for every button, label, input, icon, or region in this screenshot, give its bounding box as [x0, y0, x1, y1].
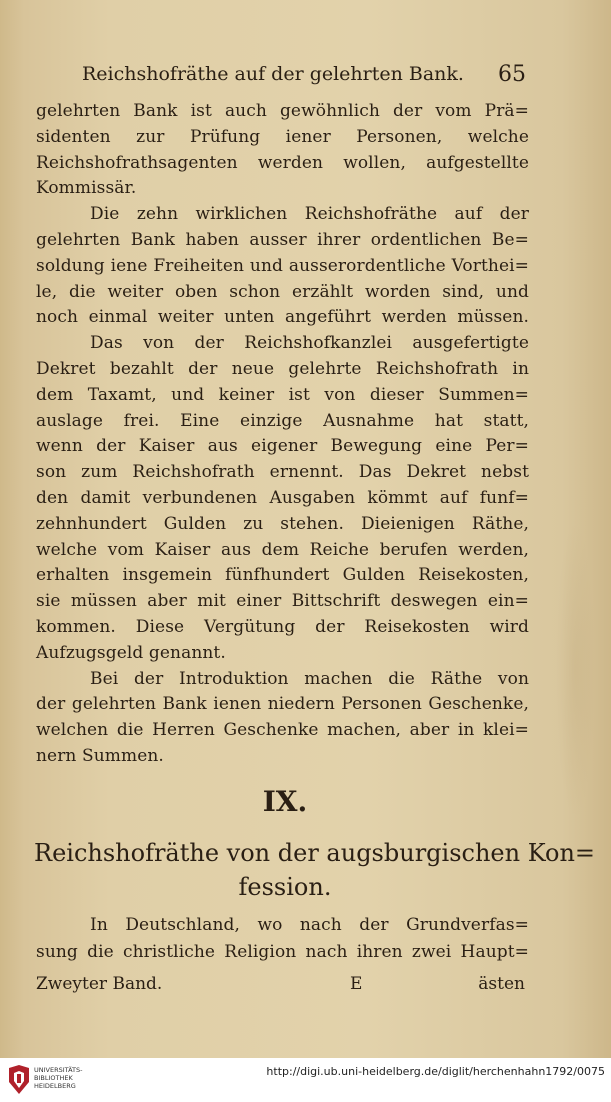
text-line: den damit verbundenen Ausgaben kömmt auf funf=	[36, 488, 529, 508]
text-line: Reichshofrathsagenten werden wollen, aufgestellte	[36, 152, 529, 173]
text-line: wenn der Kaiser aus eigener Bewegung eine Per=	[36, 436, 529, 457]
running-head: Reichshofräthe auf der gelehrten Bank.	[82, 63, 464, 85]
text-line: erhalten insgemein fünfhundert Gulden Reisekosten,	[36, 565, 529, 586]
chapter-title-line: Reichshofräthe von der augsburgischen Kon=	[34, 839, 596, 867]
text-line: Bei der Introduktion machen die Räthe von	[90, 668, 529, 689]
text-line: le, die weiter oben schon erzählt worden sind, und	[36, 281, 529, 302]
source-url-link[interactable]: http://digi.ub.uni-heidelberg.de/diglit/herchenhahn1792/0075	[266, 1065, 605, 1078]
signature-mark: E	[350, 974, 363, 994]
text-line: auslage frei. Eine einzige Ausnahme hat statt,	[36, 410, 529, 431]
text-line: soldung iene Freiheiten und ausserordentliche Vorthei=	[36, 255, 529, 276]
text-line: noch einmal weiter unten angeführt werden müssen.	[36, 307, 529, 328]
library-name-line: HEIDELBERG	[34, 1082, 76, 1090]
text-line: kommen. Diese Vergütung der Reisekosten wird	[36, 617, 529, 637]
paper-stain	[555, 520, 595, 820]
text-line: In Deutschland, wo nach der Grundverfas=	[90, 915, 529, 935]
signature-line: Zweyter Band.	[36, 974, 163, 994]
text-line: Dekret bezahlt der neue gelehrte Reichshofrath in	[36, 359, 529, 379]
text-line: Das von der Reichshofkanzlei ausgefertigte	[90, 333, 529, 354]
text-line: nern Summen.	[36, 746, 164, 766]
text-line: sidenten zur Prüfung iener Personen, welche	[36, 126, 529, 147]
text-line: Kommissär.	[36, 178, 137, 199]
library-name	[34, 1066, 124, 1090]
text-line: dem Taxamt, und keiner ist von dieser Summen=	[36, 384, 529, 405]
text-line: der gelehrten Bank ienen niedern Personen Geschenke,	[36, 694, 529, 715]
text-line: Aufzugsgeld genannt.	[36, 642, 226, 663]
chapter-title-line: fession.	[238, 873, 332, 901]
text-line: son zum Reichshofrath ernennt. Das Dekret nebst	[36, 462, 529, 483]
library-name-line: UNIVERSITÄTS-	[34, 1066, 83, 1074]
catchword: ästen	[478, 974, 525, 994]
text-line: gelehrten Bank ist auch gewöhnlich der vom Prä=	[36, 101, 529, 121]
page-number: 65	[498, 62, 526, 87]
text-line: welche vom Kaiser aus dem Reiche berufen werden,	[36, 539, 529, 560]
text-line: sie müssen aber mit einer Bittschrift deswegen ein=	[36, 591, 529, 612]
library-logo-icon	[6, 1064, 32, 1096]
chapter-number: IX.	[262, 785, 308, 818]
library-name-line: BIBLIOTHEK	[34, 1074, 73, 1082]
text-line: Die zehn wirklichen Reichshofräthe auf der	[90, 204, 529, 225]
text-line: zehnhundert Gulden zu stehen. Dieienigen Räthe,	[36, 513, 529, 534]
text-line: sung die christliche Religion nach ihren zwei Haupt=	[36, 942, 529, 962]
text-line: welchen die Herren Geschenke machen, aber in klei=	[36, 720, 529, 741]
text-line: gelehrten Bank haben ausser ihrer ordentlichen Be=	[36, 230, 529, 250]
